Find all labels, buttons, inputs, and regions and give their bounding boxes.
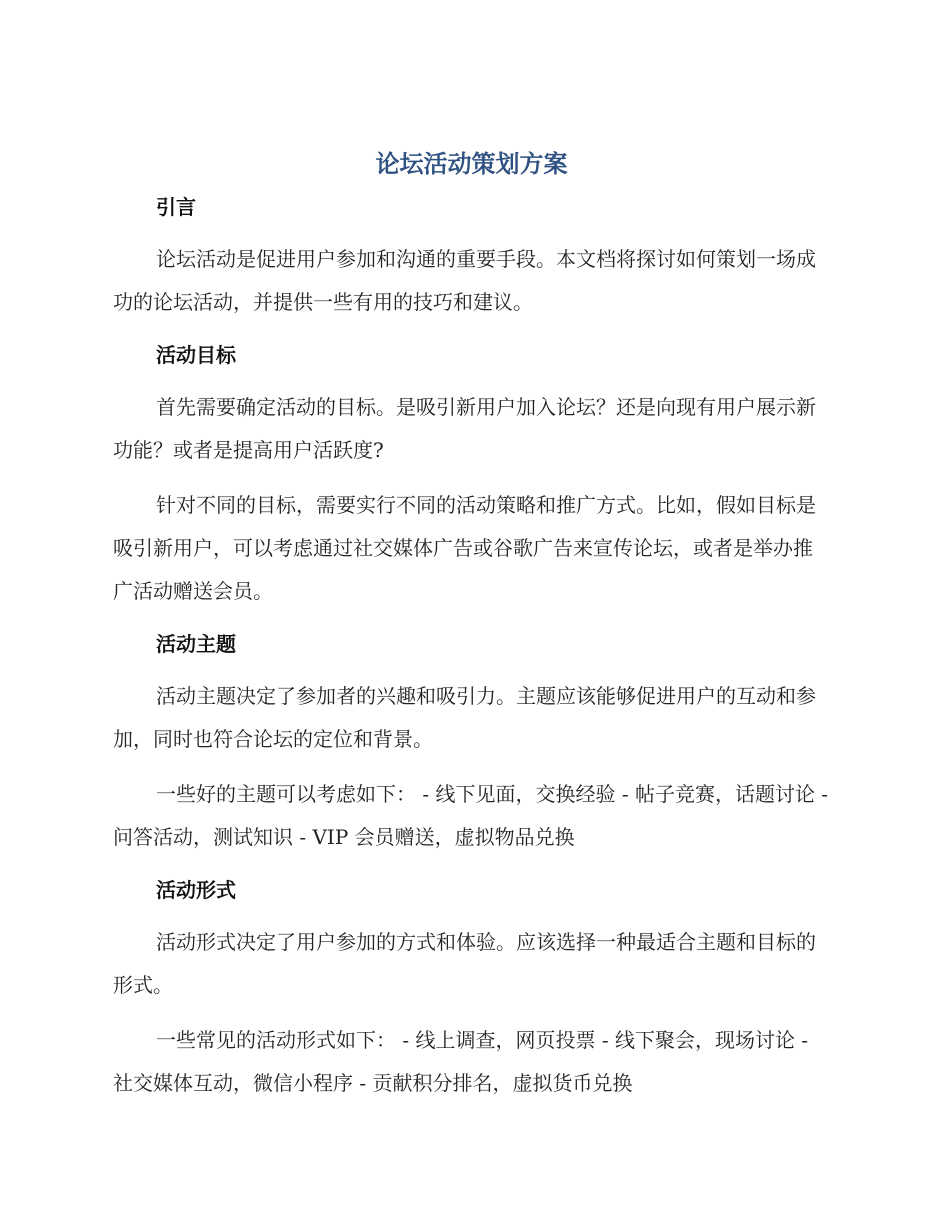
document-body xyxy=(113,140,830,1105)
section-introduction xyxy=(113,188,830,336)
document-title: 论坛活动策划方案 xyxy=(375,150,568,178)
section-heading: 活动主题 xyxy=(156,632,236,656)
paragraph: 首先需要确定活动的目标。是吸引新用户加入论坛？还是向现有用户展示新功能？或者是提高用户活跃度? xyxy=(113,395,816,462)
section-heading: 活动目标 xyxy=(156,343,236,367)
paragraph: 活动形式决定了用户参加的方式和体验。应该选择一种最适合主题和目标的形式。 xyxy=(113,930,816,997)
section-format xyxy=(113,871,830,1105)
section-goals xyxy=(113,336,830,625)
paragraph: 活动主题决定了参加者的兴趣和吸引力。主题应该能够促进用户的互动和参加，同时也符合论坛的定位和背景。 xyxy=(113,684,816,751)
section-heading: 引言 xyxy=(156,195,196,219)
section-heading: 活动形式 xyxy=(156,878,236,902)
paragraph: 一些常见的活动形式如下： - 线上调查，网页投票 - 线下聚会，现场讨论 - 社交媒体互动，微信小程序 - 贡献积分排名，虚拟货币兑换 xyxy=(113,1028,809,1095)
paragraph: 一些好的主题可以考虑如下： - 线下见面，交换经验 - 帖子竞赛，话题讨论 - 问答活动，测试知识 - VIP 会员赠送，虚拟物品兑换 xyxy=(113,782,829,849)
paragraph: 论坛活动是促进用户参加和沟通的重要手段。本文档将探讨如何策划一场成功的论坛活动，并提供一些有用的技巧和建议。 xyxy=(113,247,816,314)
section-theme xyxy=(113,625,830,871)
paragraph: 针对不同的目标，需要实行不同的活动策略和推广方式。比如，假如目标是吸引新用户，可以考虑通过社交媒体广告或谷歌广告来宣传论坛，或者是举办推广活动赠送会员。 xyxy=(113,493,816,603)
